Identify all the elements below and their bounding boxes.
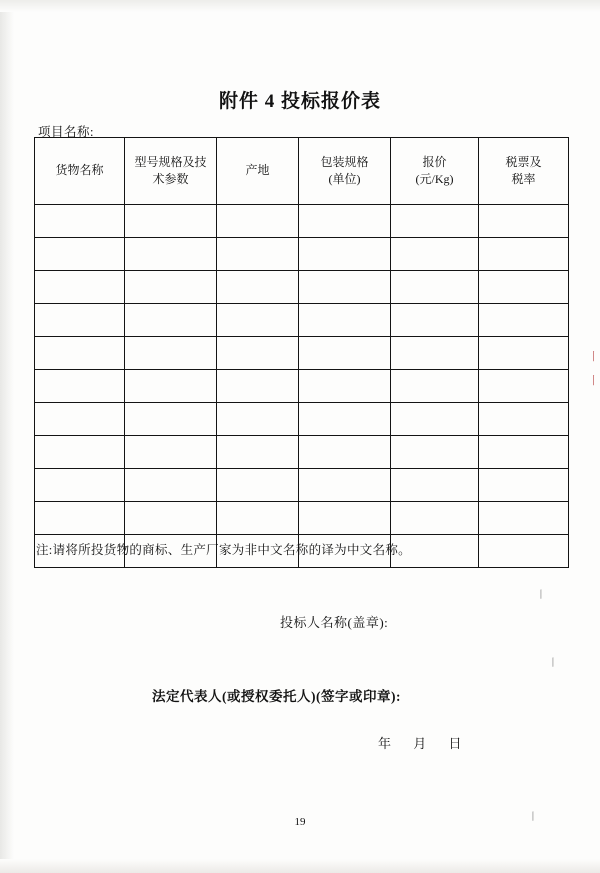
- date-day-label: 日: [448, 736, 463, 751]
- table-cell[interactable]: [479, 436, 569, 469]
- scan-edge-left: [0, 0, 14, 873]
- page-title: 附件 4 投标报价表: [218, 91, 381, 112]
- table-row: [35, 205, 569, 238]
- table-cell[interactable]: [125, 370, 217, 403]
- bidder-name-line: 投标人名称(盖章):: [280, 615, 389, 630]
- date-year-label: 年: [378, 736, 392, 751]
- table-cell[interactable]: [217, 304, 299, 337]
- table-cell[interactable]: [125, 403, 217, 436]
- table-cell[interactable]: [299, 304, 391, 337]
- table-cell[interactable]: [479, 337, 569, 370]
- table-cell[interactable]: [35, 370, 125, 403]
- table-cell[interactable]: [299, 205, 391, 238]
- header-line-2: (单位): [328, 172, 361, 186]
- table-row: [35, 370, 569, 403]
- table-cell[interactable]: [35, 271, 125, 304]
- table-cell[interactable]: [479, 370, 569, 403]
- table-cell[interactable]: [35, 304, 125, 337]
- table-cell[interactable]: [479, 238, 569, 271]
- scan-mark-red-secondary-icon: 丨: [588, 375, 599, 387]
- table-cell[interactable]: [479, 502, 569, 535]
- table-cell[interactable]: [125, 304, 217, 337]
- header-line-1: 报价: [422, 154, 447, 169]
- scan-mark-gray-mid-icon: 丨: [548, 658, 558, 669]
- table-row: [35, 469, 569, 502]
- table-cell[interactable]: [217, 370, 299, 403]
- header-line-2: (元/Kg): [415, 172, 454, 186]
- table-cell[interactable]: [391, 304, 479, 337]
- table-cell[interactable]: [299, 502, 391, 535]
- scan-edge-bottom: [0, 859, 600, 873]
- table-cell[interactable]: [299, 238, 391, 271]
- table-cell[interactable]: [35, 469, 125, 502]
- table-cell[interactable]: [217, 271, 299, 304]
- date-month-label: 月: [413, 736, 427, 751]
- table-cell[interactable]: [35, 238, 125, 271]
- header-line-2: 税率: [511, 172, 536, 186]
- table-cell[interactable]: [479, 205, 569, 238]
- date-line: [378, 733, 462, 752]
- scan-edge-top: [0, 0, 600, 12]
- table-cell[interactable]: [217, 436, 299, 469]
- table-row: [35, 436, 569, 469]
- table-cell[interactable]: [217, 238, 299, 271]
- table-cell[interactable]: [125, 502, 217, 535]
- table-header-cell-price: [391, 138, 479, 205]
- scan-mark-red-icon: 丨: [588, 351, 599, 363]
- table-cell[interactable]: [217, 205, 299, 238]
- table-cell[interactable]: [391, 238, 479, 271]
- table-cell[interactable]: [391, 370, 479, 403]
- table-cell[interactable]: [125, 469, 217, 502]
- table-cell[interactable]: [125, 205, 217, 238]
- table-cell[interactable]: [391, 403, 479, 436]
- table-header-cell-goods-name: [35, 138, 125, 205]
- table-row: [35, 238, 569, 271]
- table-cell[interactable]: [299, 271, 391, 304]
- table-cell[interactable]: [479, 304, 569, 337]
- table-header-cell-package-spec: [299, 138, 391, 205]
- table-header-cell-tax: [479, 138, 569, 205]
- page-number: 19: [294, 816, 306, 828]
- table-cell[interactable]: [125, 436, 217, 469]
- table-cell[interactable]: [217, 403, 299, 436]
- table-row: [35, 502, 569, 535]
- table-row: [35, 337, 569, 370]
- table-row: [35, 304, 569, 337]
- table-cell[interactable]: [391, 271, 479, 304]
- table-row: [35, 403, 569, 436]
- table-cell[interactable]: [299, 337, 391, 370]
- table-cell[interactable]: [35, 436, 125, 469]
- table-cell[interactable]: [391, 469, 479, 502]
- table-cell[interactable]: [391, 436, 479, 469]
- header-line-1: 货物名称: [55, 163, 104, 178]
- table-cell[interactable]: [125, 271, 217, 304]
- table-cell[interactable]: [479, 403, 569, 436]
- table-cell[interactable]: [217, 469, 299, 502]
- table-cell[interactable]: [479, 469, 569, 502]
- table-cell[interactable]: [217, 337, 299, 370]
- header-line-2: 术参数: [152, 172, 189, 186]
- table-cell[interactable]: [125, 337, 217, 370]
- table-row: [35, 271, 569, 304]
- legal-representative-line: 法定代表人(或授权委托人)(签字或印章):: [152, 689, 401, 704]
- table-cell[interactable]: [299, 469, 391, 502]
- table-cell[interactable]: [479, 535, 569, 568]
- table-cell[interactable]: [35, 502, 125, 535]
- table-cell[interactable]: [391, 337, 479, 370]
- table-cell[interactable]: [299, 436, 391, 469]
- header-line-1: 税票及: [505, 154, 542, 169]
- table-cell[interactable]: [299, 403, 391, 436]
- table-cell[interactable]: [217, 502, 299, 535]
- table-cell[interactable]: [299, 370, 391, 403]
- table-cell[interactable]: [391, 502, 479, 535]
- table-cell[interactable]: [35, 205, 125, 238]
- table-header-cell-origin: [217, 138, 299, 205]
- scan-mark-gray-bottom-icon: 丨: [528, 812, 538, 823]
- header-line-1: 产地: [245, 163, 270, 178]
- scan-mark-gray-top-icon: 丨: [536, 590, 546, 601]
- header-line-1: 型号规格及技: [134, 154, 207, 169]
- project-name-label: 项目名称:: [38, 125, 94, 139]
- table-note: 注:请将所投货物的商标、生产厂家为非中文名称的译为中文名称。: [36, 543, 411, 557]
- table-header-cell-model-spec: [125, 138, 217, 205]
- header-line-1: 包装规格: [320, 154, 369, 169]
- table-cell[interactable]: [35, 403, 125, 436]
- table-header-row: [35, 138, 569, 205]
- table-cell[interactable]: [35, 337, 125, 370]
- table-cell[interactable]: [391, 205, 479, 238]
- table-cell[interactable]: [125, 238, 217, 271]
- bid-price-table: [34, 137, 569, 568]
- table-cell[interactable]: [479, 271, 569, 304]
